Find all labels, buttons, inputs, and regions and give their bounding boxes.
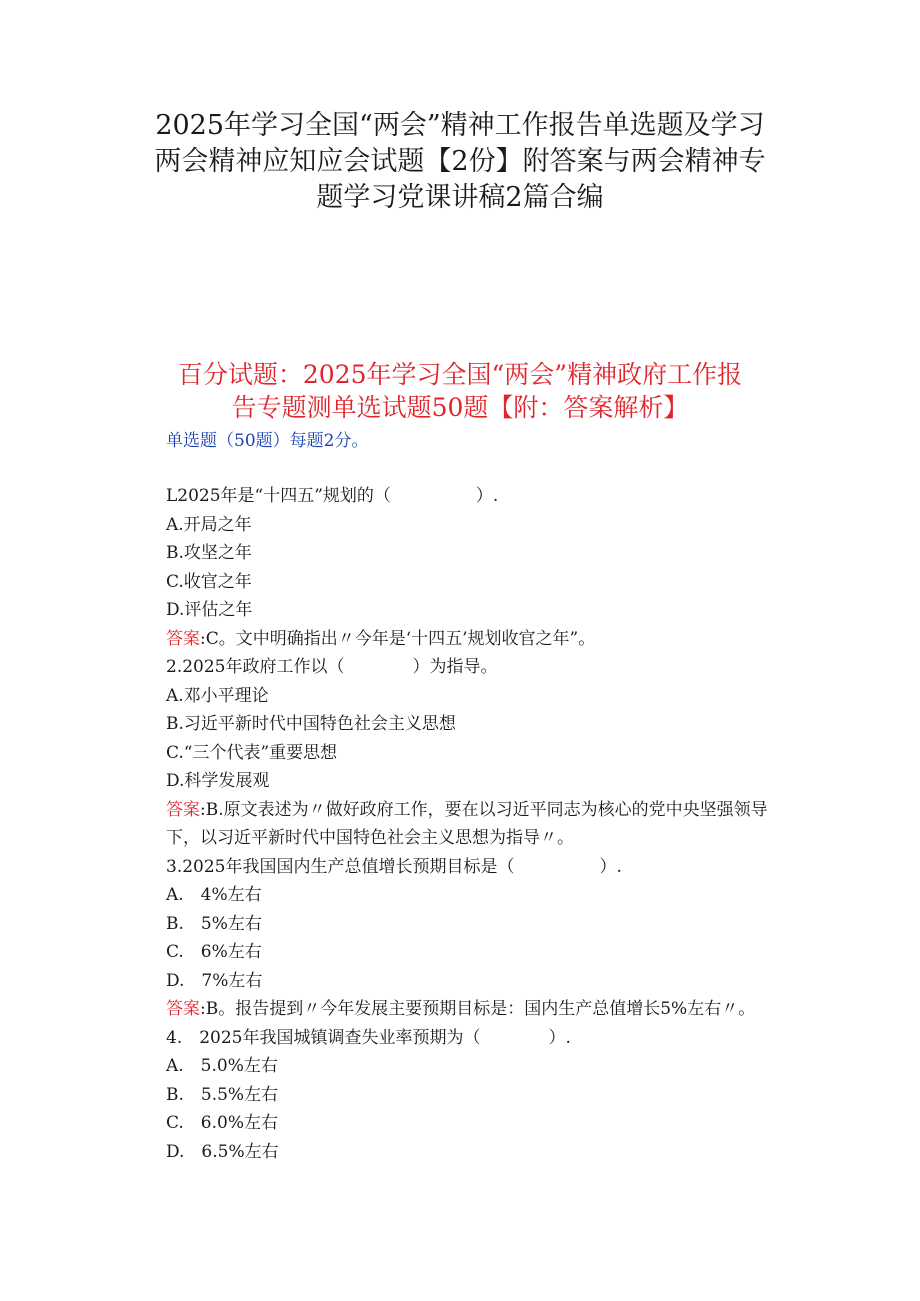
question-item [136,653,796,853]
question-stem: L2025年是“十四五”规划的（ ）. [166,486,499,506]
question-option: D.科学发展观 [166,771,270,791]
question-stem: 2.2025年政府工作以（ ）为指导。 [166,657,498,677]
question-option: A.开局之年 [166,514,252,535]
answer-text: :B.原文表述为〃做好政府工作，要在以习近平同志为核心的党中央坚强领导下，以习近平新时代中国特色社会主义思想为指导〃。 [166,799,768,848]
question-option: D. 6.5%左右 [166,1141,279,1162]
answer-line [136,995,796,1024]
question-option: A.邓小平理论 [166,685,269,706]
document-title-line: 2025年学习全国“两会”精神工作报告单选题及学习 [155,110,765,141]
document-title-line: 题学习党课讲稿2篇合编 [316,182,604,213]
question-option: B. 5%左右 [166,913,262,934]
question-option: D. 7%左右 [166,970,263,991]
section-intro: 单选题（50题）每题2分。 [166,431,369,451]
question-stem: 3.2025年我国国内生产总值增长预期目标是（ ）. [166,856,622,877]
question-option: C.收官之年 [166,571,252,592]
question-stem: 4. 2025年我国城镇调查失业率预期为（ ）. [166,1027,571,1048]
document-title-line: 两会精神应知应会试题【2份】附答案与两会精神专 [154,146,766,177]
question-option: A. 4%左右 [166,885,262,905]
answer-text: :B。报告提到〃今年发展主要预期目标是：国内生产总值增长5%左右〃。 [200,999,756,1019]
answer-label: 答案 [166,999,200,1019]
section-title [120,358,800,424]
answer-text: :C。文中明确指出〃今年是‘十四五’规划收官之年”。 [200,628,596,649]
question-option: C.“三个代表”重要思想 [166,742,338,763]
question-option: B. 5.5%左右 [166,1084,279,1105]
answer-label: 答案 [166,799,200,820]
question-option: D.评估之年 [166,600,253,620]
answer-line [136,625,796,654]
answer-label: 答案 [166,628,200,649]
question-option: B.攻坚之年 [166,543,252,563]
question-option: B.习近平新时代中国特色社会主义思想 [166,714,456,734]
question-item [136,1024,796,1167]
question-option: A. 5.0%左右 [166,1056,278,1076]
document-title [100,108,820,216]
question-option: C. 6.0%左右 [166,1113,278,1133]
question-item [136,482,796,653]
question-item [136,853,796,1024]
section-title-line: 百分试题：2025年学习全国“两会”精神政府工作报 [177,360,743,389]
question-list [136,482,796,1166]
question-option: C. 6%左右 [166,942,262,962]
section-title-line: 告专题测单选试题50题【附：答案解析】 [231,393,689,422]
answer-line [136,796,796,853]
